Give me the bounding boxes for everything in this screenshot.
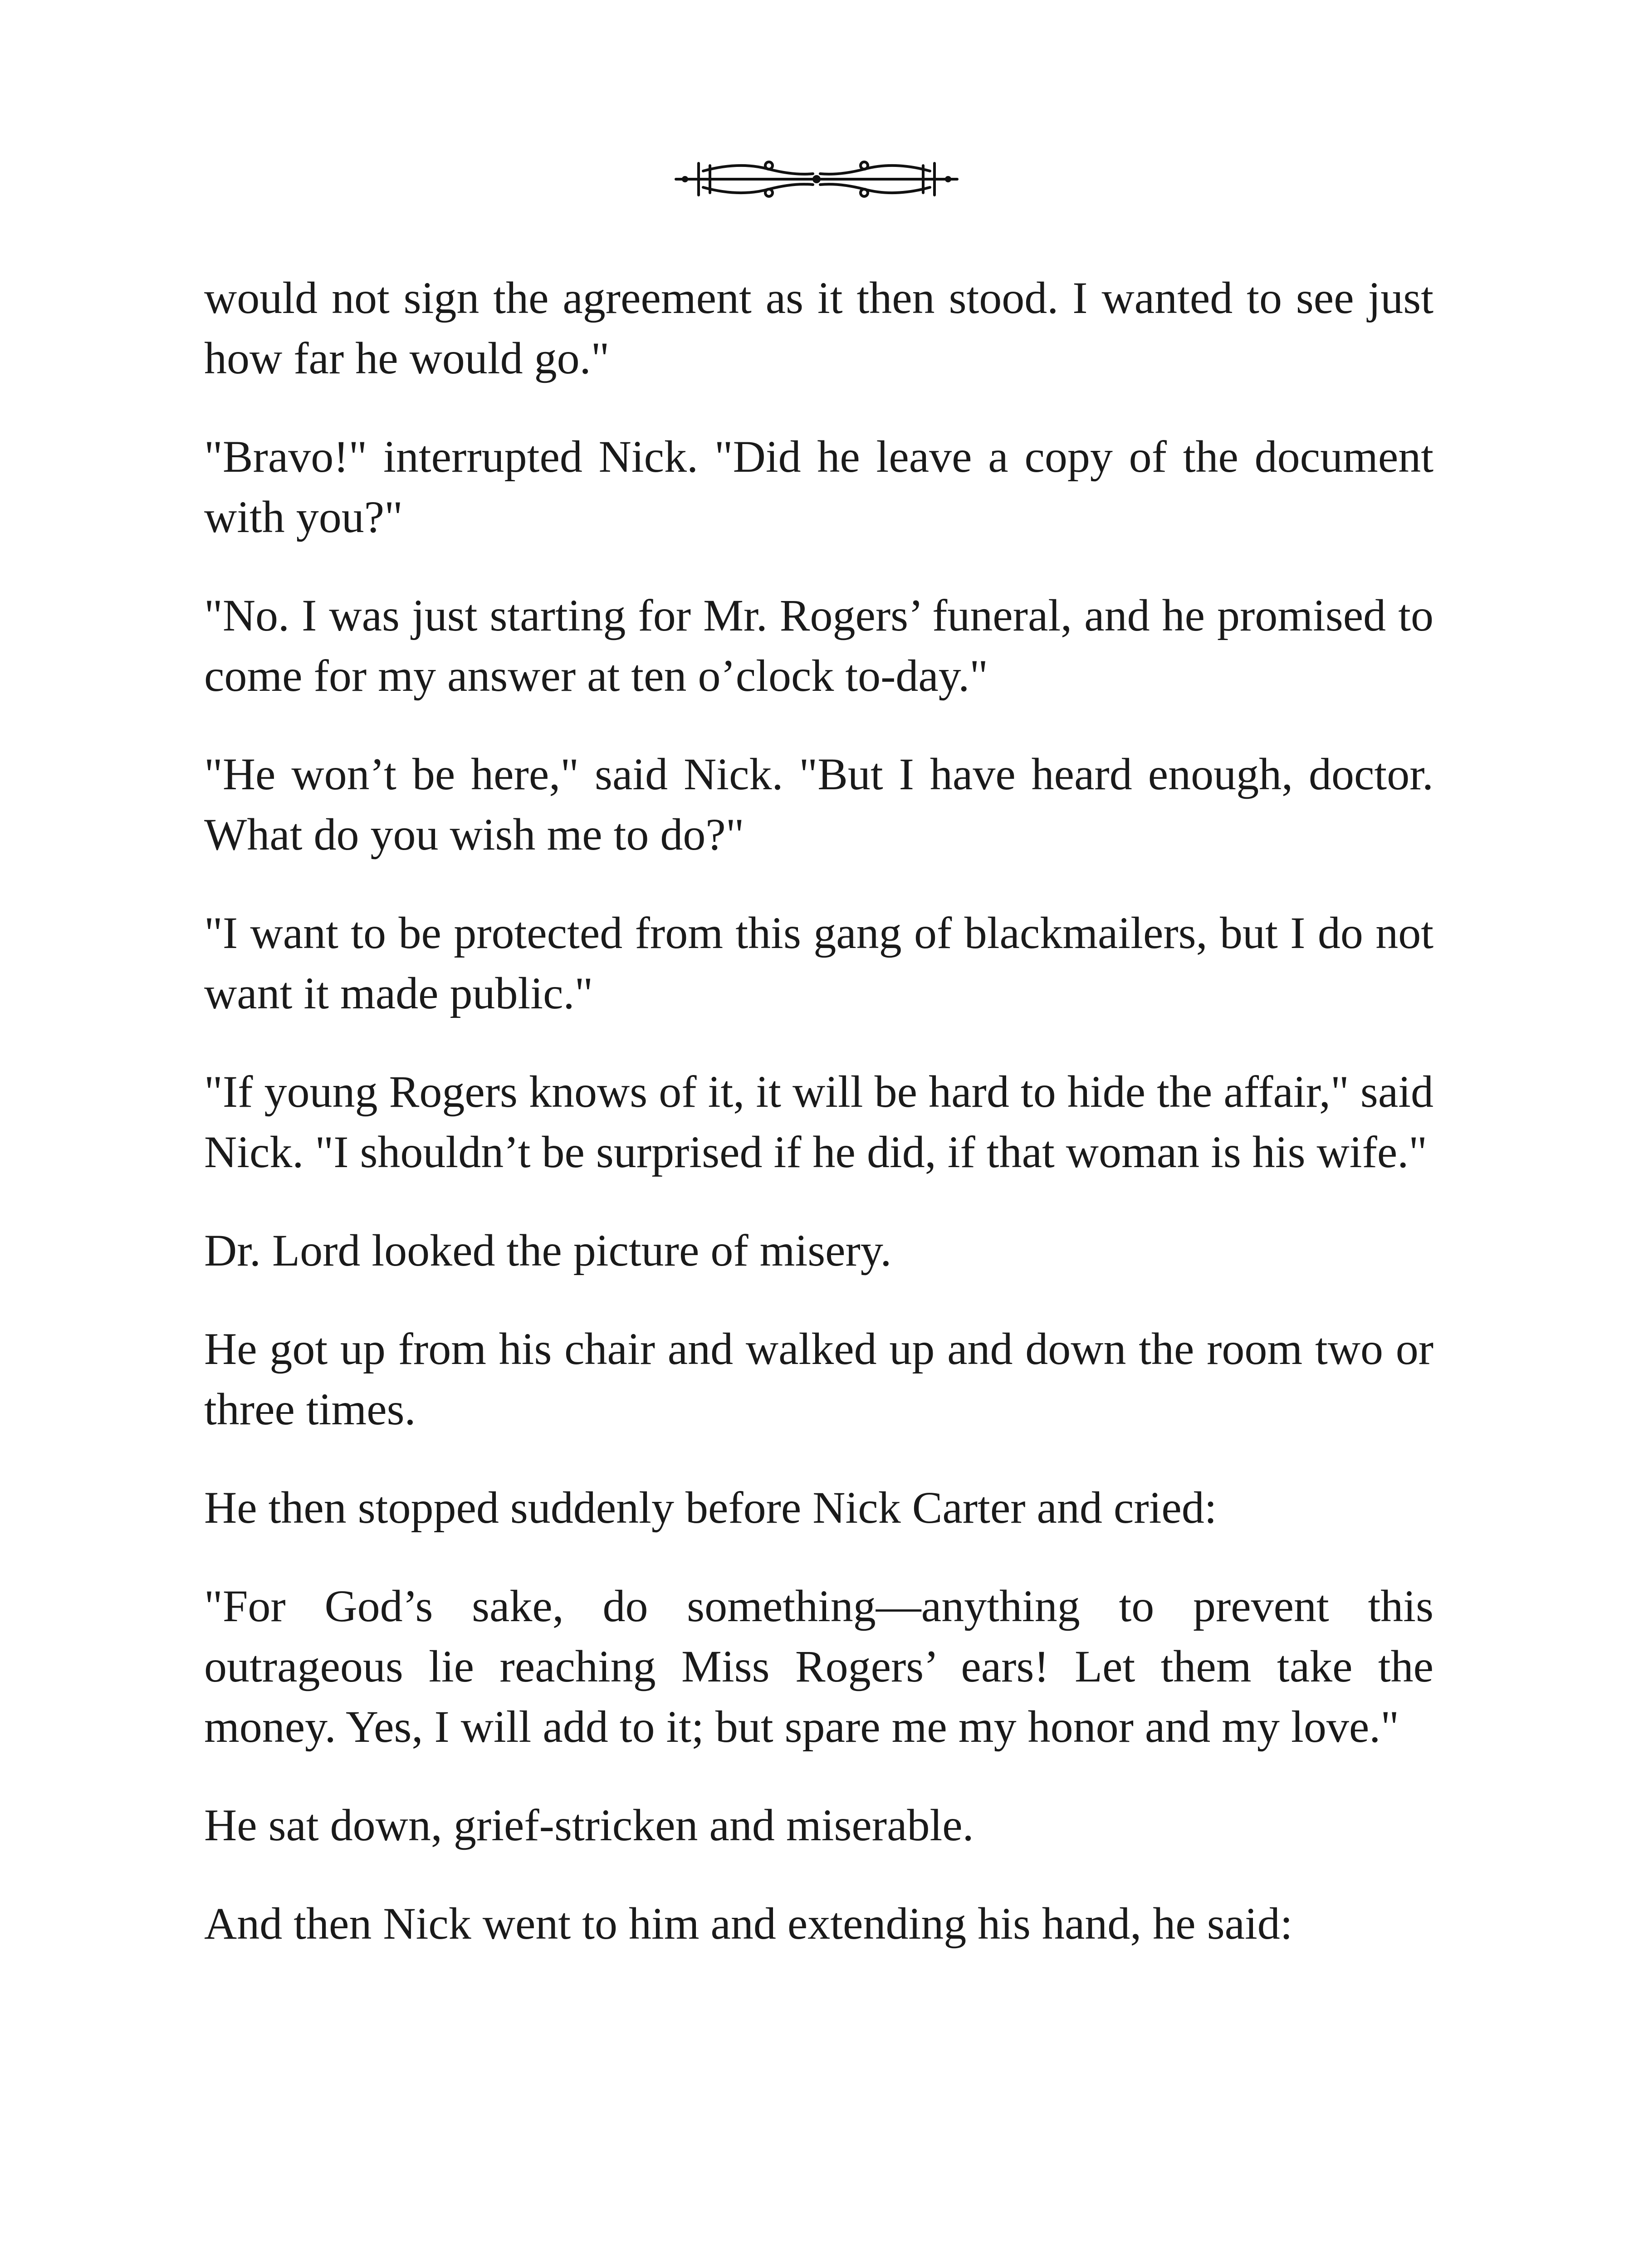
paragraph: He got up from his chair and walked up and down the room two or three times. [204, 1324, 1433, 1434]
paragraph: "He won’t be here," said Nick. "But I have heard enough, doctor. What do you wish me to do?" [204, 749, 1433, 860]
paragraph: "If young Rogers knows of it, it will be hard to hide the affair," said Nick. "I shouldn’t be surprised if he did, if that woman is his wife." [204, 1066, 1433, 1177]
body-text [204, 268, 1433, 1992]
paragraph: "Bravo!" interrupted Nick. "Did he leave a copy of the document with you?" [204, 431, 1433, 542]
paragraph: He sat down, grief-stricken and miserable. [204, 1800, 974, 1850]
paragraph: "No. I was just starting for Mr. Rogers’ funeral, and he promised to come for my answer at ten o’clock to-day." [204, 590, 1433, 701]
paragraph: And then Nick went to him and extending his hand, he said: [204, 1898, 1293, 1949]
paragraph: "I want to be protected from this gang of blackmailers, but I do not want it made public." [204, 908, 1433, 1018]
paragraph: "For God’s sake, do something—anything to prevent this outrageous lie reaching Miss Rogers’ ears! Let them take the money. Yes, I will add to it; but spare me my honor and my love." [204, 1581, 1433, 1752]
paragraph: would not sign the agreement as it then stood. I wanted to see just how far he would go." [204, 273, 1433, 383]
decorative-scroll-divider-icon [671, 147, 962, 211]
paragraph: Dr. Lord looked the picture of misery. [204, 1225, 892, 1276]
paragraph: He then stopped suddenly before Nick Carter and cried: [204, 1482, 1217, 1533]
